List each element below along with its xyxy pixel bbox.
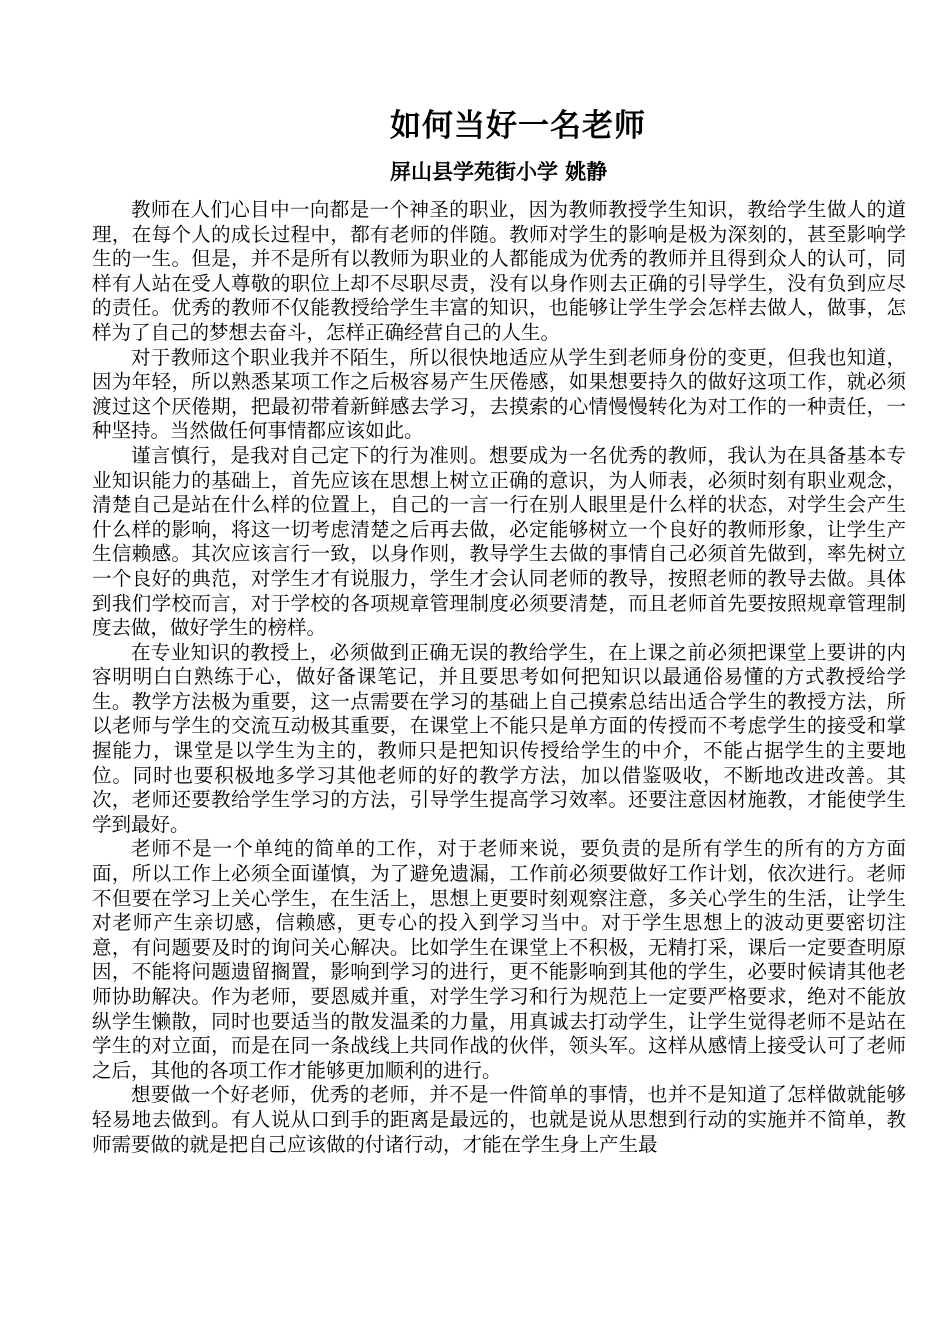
- paragraph: 老师不是一个单纯的简单的工作，对于老师来说，要负责的是所有学生的所有的方方面面，所以工作上必须全面谨慎，为了避免遗漏，工作前必须要做好工作计划，依次进行。老师不但要在学习上关心学生，在生活上，思想上更要时刻观察注意，多关心学生的生活，让学生对老师产生亲切感，信赖感，更专心的投入到学习当中。对于学生思想上的波动更要密切注意，有问题要及时的询问关心解决。比如学生在课堂上不积极，无精打采，课后一定要查明原因，不能将问题遗留搁置，影响到学习的进行，更不能影响到其他的学生，必要时候请其他老师协助解决。作为老师，要恩威并重，对学生学习和行为规范上一定要严格要求，绝对不能放纵学生懒散，同时也要适当的散发温柔的力量，用真诚去打动学生，让学生觉得老师不是站在学生的对立面，而是在同一条战线上共同作战的伙伴，领头军。这样从感情上接受认可了老师之后，其他的各项工作才能够更加顺利的进行。: [92, 837, 906, 1082]
- author-line: 屏山县学苑街小学 姚静: [390, 159, 608, 184]
- document-page: [92, 104, 906, 1157]
- paragraph: 对于教师这个职业我并不陌生，所以很快地适应从学生到老师身份的变更，但我也知道，因为年轻，所以熟悉某项工作之后极容易产生厌倦感，如果想要持久的做好这项工作，就必须渡过这个厌倦期，把最初带着新鲜感去学习，去摸索的心情慢慢转化为对工作的一种责任，一种坚持。当然做任何事情都应该如此。: [92, 345, 906, 443]
- document-title: 如何当好一名老师: [390, 108, 646, 144]
- paragraph: 在专业知识的教授上，必须做到正确无误的教给学生，在上课之前必须把课堂上要讲的内容明明白白熟练于心，做好备课笔记，并且要思考如何把知识以最通俗易懂的方式教授给学生。教学方法极为重要，这一点需要在学习的基础上自己摸索总结出适合学生的教授方法，所以老师与学生的交流互动极其重要，在课堂上不能只是单方面的传授而不考虑学生的接受和掌握能力，课堂是以学生为主的，教师只是把知识传授给学生的中介，不能占据学生的主要地位。同时也要积极地多学习其他老师的好的教学方法，加以借鉴吸收，不断地改进改善。其次，老师还要教给学生学习的方法，引导学生提高学习效率。还要注意因材施教，才能使学生学到最好。: [92, 640, 906, 836]
- document-body: [92, 198, 906, 1157]
- paragraph: 教师在人们心目中一向都是一个神圣的职业，因为教师教授学生知识，教给学生做人的道理，在每个人的成长过程中，都有老师的伴随。教师对学生的影响是极为深刻的，甚至影响学生的一生。但是，并不是所有以教师为职业的人都能成为优秀的教师并且得到众人的认可，同样有人站在受人尊敬的职位上却不尽职尽责，没有以身作则去正确的引导学生，没有负到应尽的责任。优秀的教师不仅能教授给学生丰富的知识，也能够让学生学会怎样去做人，做事，怎样为了自己的梦想去奋斗，怎样正确经营自己的人生。: [92, 198, 906, 344]
- paragraph: 谨言慎行，是我对自己定下的行为准则。想要成为一名优秀的教师，我认为在具备基本专业知识能力的基础上，首先应该在思想上树立正确的意识，为人师表，必须时刻有职业观念，清楚自己是站在什么样的位置上，自己的一言一行在别人眼里是什么样的状态，对学生会产生什么样的影响，将这一切考虑清楚之后再去做，必定能够树立一个良好的教师形象，让学生产生信赖感。其次应该言行一致，以身作则，教导学生去做的事情自己必须首先做到，率先树立一个良好的典范，对学生才有说服力，学生才会认同老师的教导，按照老师的教导去做。具体到我们学校而言，对于学校的各项规章管理制度必须要清楚，而且老师首先要按照规章管理制度去做，做好学生的榜样。: [92, 443, 906, 640]
- paragraph: 想要做一个好老师，优秀的老师，并不是一件简单的事情，也并不是知道了怎样做就能够轻易地去做到。有人说从口到手的距离是最远的，也就是说从思想到行动的实施并不简单，教师需要做的就是把自己应该做的付诸行动，才能在学生身上产生最: [92, 1083, 906, 1156]
